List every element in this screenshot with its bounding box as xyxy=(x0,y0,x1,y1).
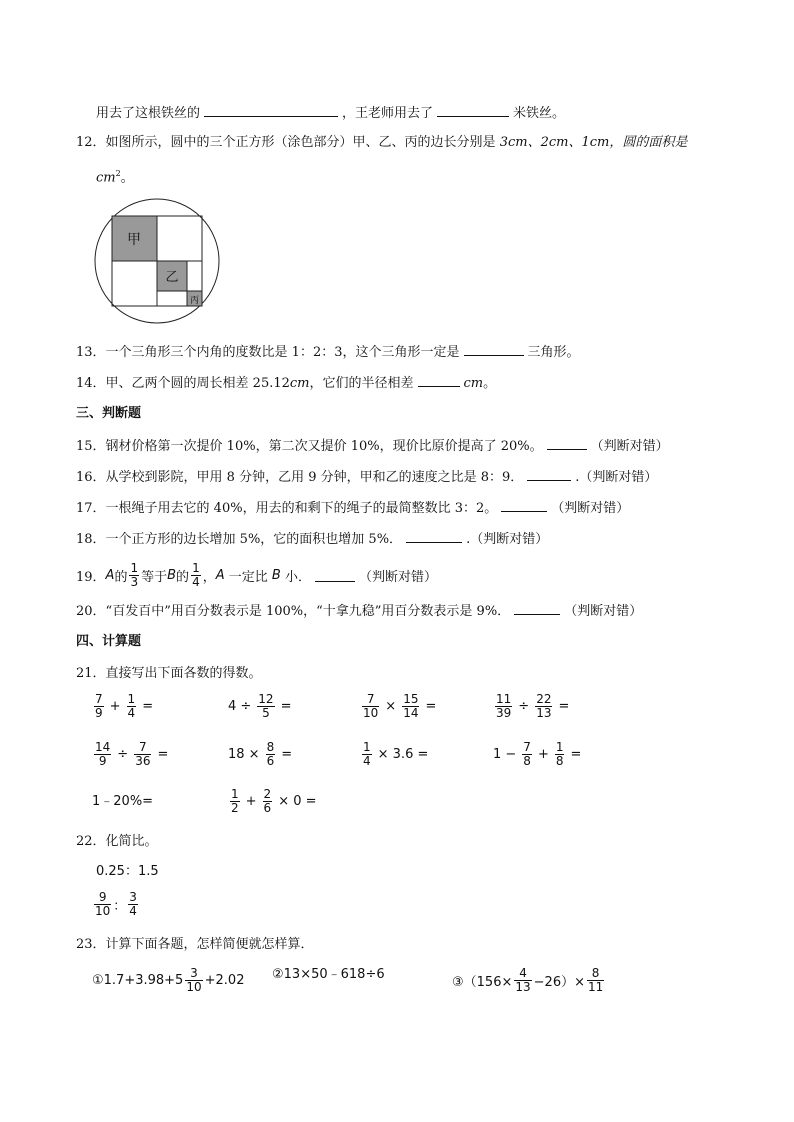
answer-blank[interactable] xyxy=(315,569,355,582)
question-12-unit: $cm^2$。 xyxy=(96,169,134,186)
calc-r1c3: $\frac{7}{10}$ × $\frac{15}{14}$ = xyxy=(363,692,437,720)
question-21: 21．直接写出下面各数的得数。 xyxy=(76,666,262,681)
question-18: 18．一个正方形的边长增加 5%，它的面积也增加 5%． .（判断对错） xyxy=(76,532,549,547)
label-jia: 甲 xyxy=(127,232,141,248)
calc-r2c3: $\frac{1}{4}$ × 3.6 = xyxy=(363,740,429,768)
calc-r2c1: $\frac{14}{9}$ ÷ $\frac{7}{36}$ = xyxy=(95,740,169,768)
answer-blank[interactable] xyxy=(547,437,587,450)
label-yi: 乙 xyxy=(165,270,179,285)
question-19: 19． A 的 $\frac{1}{3}$ 等于 B 的 $\frac{1}{4}$ ， A 一定比 B 小． （判断对错） xyxy=(76,561,437,589)
fraction: $\frac{1}{3}$ xyxy=(130,561,139,589)
question-22: 22．化简比。 xyxy=(76,834,158,849)
answer-blank[interactable] xyxy=(514,602,560,615)
question-13: 13．一个三角形三个内角的度数比是 1：2：3，这个三角形一定是 三角形。 xyxy=(76,345,580,360)
answer-blank[interactable] xyxy=(418,374,460,387)
q22-ratio-b: $\frac{9}{10}$ ： $\frac{3}{4}$ xyxy=(95,890,137,918)
answer-blank[interactable] xyxy=(204,104,338,117)
section-3-heading: 三、判断题 xyxy=(76,406,142,421)
calc-r2c4: 1 − $\frac{7}{8}$ + $\frac{1}{8}$ = xyxy=(493,740,582,768)
calc-r1c2: 4 ÷ $\frac{12}{5}$ = xyxy=(228,692,292,720)
question-12: 12．如图所示，圆中的三个正方形（涂色部分）甲、乙、丙的边长分别是 3cm、2cm、1cm，圆的面积是 xyxy=(76,135,688,150)
q11-tail-line: 用去了这根铁丝的 ，王老师用去了 米铁丝。 xyxy=(96,106,566,121)
question-20: 20．“百发百中”用百分数表示是 100%，“十拿九稳”用百分数表示是 9%． （判断对错） xyxy=(76,604,643,619)
question-15: 15．钢材价格第一次提价 10%，第二次又提价 10%，现价比原价提高了 20%。 （判断对错） xyxy=(76,439,669,454)
calc-r3c2: $\frac{1}{2}$ + $\frac{2}{6}$ × 0 = xyxy=(231,787,317,815)
q23-part1: ①1.7+3.98+5 $\frac{3}{10}$ +2.02 xyxy=(92,966,245,994)
q23-part2: ②13×50﹣618÷6 xyxy=(272,967,385,982)
circle-squares-figure xyxy=(92,196,222,326)
calc-r3c1: 1﹣20%= xyxy=(92,794,154,809)
answer-blank[interactable] xyxy=(464,343,524,356)
label-bing: 丙 xyxy=(189,296,200,306)
answer-blank[interactable] xyxy=(527,468,571,481)
answer-blank[interactable] xyxy=(406,530,462,543)
square-jia-frame-right xyxy=(157,216,202,261)
q22-ratio-a: 0.25：1.5 xyxy=(96,864,159,879)
question-14: 14．甲、乙两个圆的周长相差 25.12cm，它们的半径相差 cm。 xyxy=(76,376,497,391)
calc-r1c1: $\frac{7}{9}$ + $\frac{1}{4}$ = xyxy=(95,692,154,720)
question-17: 17．一根绳子用去它的 40%，用去的和剩下的绳子的最简整数比 3：2。 （判断对错） xyxy=(76,501,630,516)
calc-r1c4: $\frac{11}{39}$ ÷ $\frac{22}{13}$ = xyxy=(496,692,570,720)
section-4-heading: 四、计算题 xyxy=(76,634,142,649)
fraction: $\frac{1}{4}$ xyxy=(192,561,200,589)
answer-blank[interactable] xyxy=(501,499,547,512)
calc-r2c2: 18 × $\frac{8}{6}$ = xyxy=(228,740,293,768)
q23-part3: ③（156× $\frac{4}{13}$ −26）× $\frac{8}{11}$ xyxy=(452,966,604,994)
square-jia-frame xyxy=(112,261,157,306)
question-23: 23．计算下面各题，怎样简便就怎样算． xyxy=(76,937,314,952)
answer-blank[interactable] xyxy=(437,104,509,117)
question-16: 16．从学校到影院，甲用 8 分钟，乙用 9 分钟，甲和乙的速度之比是 8：9． .（判断对错） xyxy=(76,470,658,485)
